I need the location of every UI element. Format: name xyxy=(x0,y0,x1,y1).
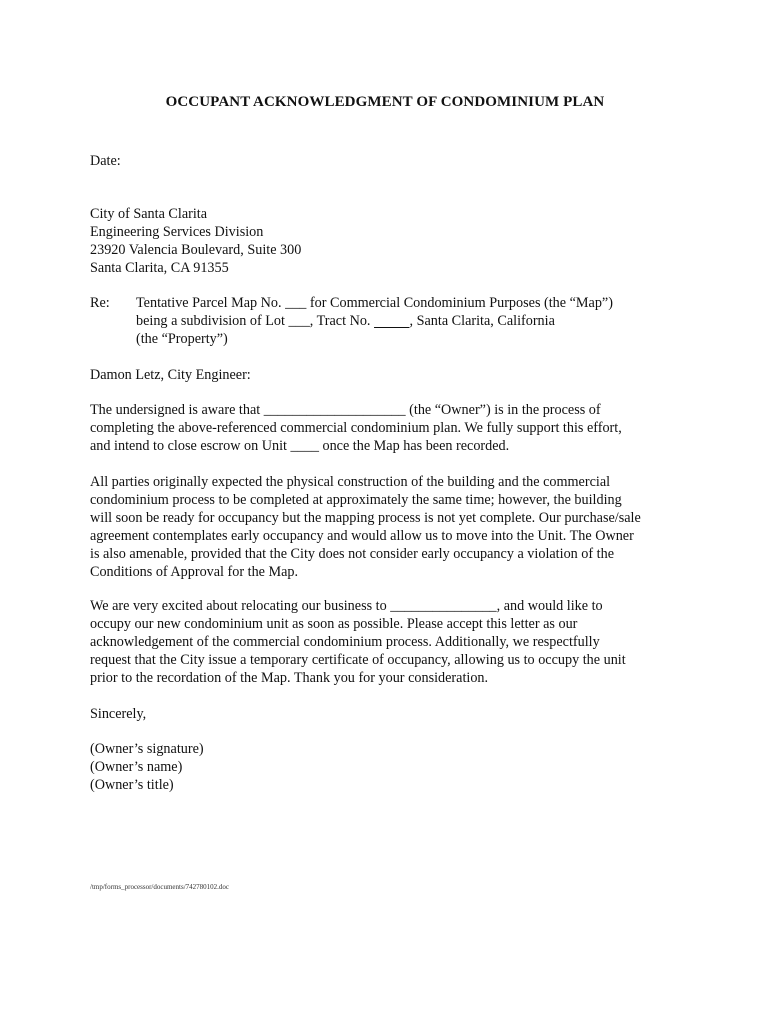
paragraph-line: occupy our new condominium unit as soon as possible. Please accept this letter as our xyxy=(90,615,578,632)
signature-line: (Owner’s signature) xyxy=(90,741,204,757)
re-line: Tentative Parcel Map No. ___ for Commercial Condominium Purposes (the “Map”) xyxy=(136,295,613,311)
address-line: 23920 Valencia Boulevard, Suite 300 xyxy=(90,241,302,258)
re-line: (the “Property”) xyxy=(136,330,228,347)
footer-file-path: /tmp/forms_processor/documents/742780102.doc xyxy=(90,883,230,891)
re-subject xyxy=(136,295,613,349)
address-line: Santa Clarita, CA 91355 xyxy=(90,259,229,276)
paragraph-line: prior to the recordation of the Map. Thank you for your consideration. xyxy=(90,669,489,686)
paragraph-line: is also amenable, provided that the City does not consider early occupancy a violation of the xyxy=(90,545,614,562)
paragraph-line: Conditions of Approval for the Map. xyxy=(90,563,299,580)
paragraph-3 xyxy=(90,598,690,688)
salutation: Damon Letz, City Engineer: xyxy=(90,367,251,383)
recipient-address xyxy=(90,206,690,278)
paragraph-line: request that the City issue a temporary certificate of occupancy, allowing us to occupy the unit xyxy=(90,651,626,668)
paragraph-line: condominium process to be completed at approximately the same time; however, the building xyxy=(90,491,622,508)
paragraph-line: completing the above-referenced commercial condominium plan. We fully support this effort, xyxy=(90,419,622,436)
paragraph-2 xyxy=(90,474,690,581)
signature-block xyxy=(90,741,690,795)
paragraph-line: All parties originally expected the physical construction of the building and the commercial xyxy=(90,474,611,490)
paragraph-line: The undersigned is aware that ____________________ (the “Owner”) is in the process of xyxy=(90,402,601,418)
document-title: OCCUPANT ACKNOWLEDGMENT OF CONDOMINIUM PLAN xyxy=(165,94,605,110)
re-label: Re: xyxy=(90,295,110,311)
paragraph-line: acknowledgement of the commercial condominium process. Additionally, we respectfully xyxy=(90,633,600,650)
re-line: being a subdivision of Lot ___, Tract No. , Santa Clarita, California xyxy=(136,312,555,329)
closing: Sincerely, xyxy=(90,706,147,722)
signature-line: (Owner’s title) xyxy=(90,776,174,793)
tract-number-blank xyxy=(374,313,409,329)
paragraph-line: will soon be ready for occupancy but the mapping process is not yet complete. Our purchase/sale xyxy=(90,509,641,526)
address-line: Engineering Services Division xyxy=(90,223,264,240)
paragraph-line: agreement contemplates early occupancy and would allow us to move into the Unit. The Owner xyxy=(90,527,634,544)
paragraph-line: We are very excited about relocating our business to _______________, and would like to xyxy=(90,598,603,614)
paragraph-line: and intend to close escrow on Unit ____ once the Map has been recorded. xyxy=(90,437,510,454)
paragraph-1 xyxy=(90,402,690,456)
address-line: City of Santa Clarita xyxy=(90,206,208,222)
signature-line: (Owner’s name) xyxy=(90,758,183,775)
date-label: Date: xyxy=(90,153,121,169)
